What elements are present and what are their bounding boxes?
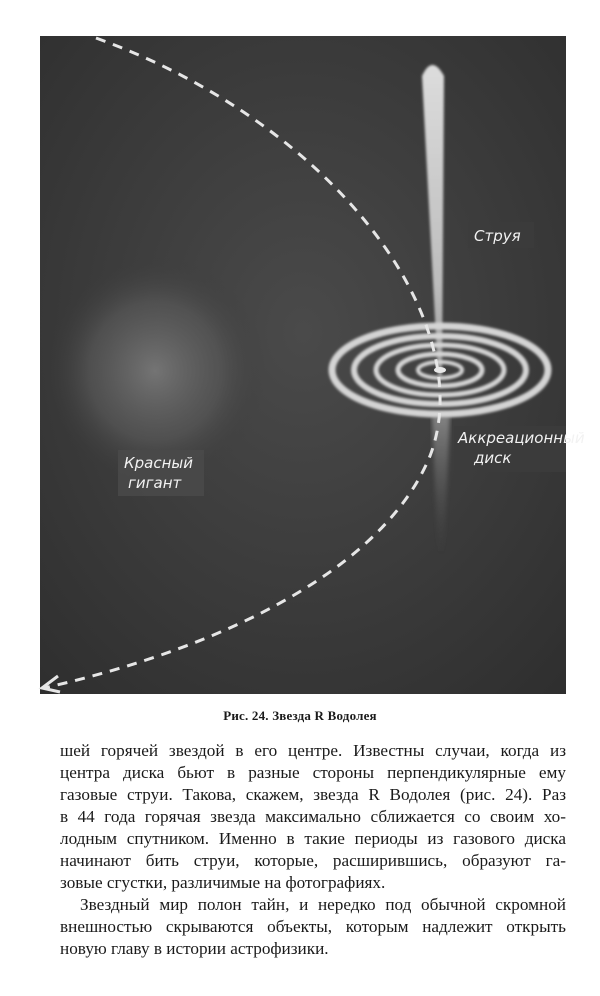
- label-disk: [454, 426, 585, 472]
- text-line: зовые сгустки, различимые на фотографиях.: [60, 873, 386, 892]
- label-disk-line1: Аккреационный: [458, 429, 585, 447]
- figure-illustration: [40, 36, 585, 694]
- label-giant-line2: гигант: [128, 474, 182, 492]
- paragraph-1: [60, 740, 566, 894]
- text-line: газовые струи. Такова, скажем, звезда R Водолея (рис. 24). Раз: [60, 785, 566, 804]
- text-line: в 44 года горячая звезда максимально сближается со своим хо-: [60, 807, 566, 826]
- label-giant: [118, 450, 204, 496]
- label-giant-line1: Красный: [124, 454, 194, 472]
- text-line: новую главу в истории астрофизики.: [60, 939, 329, 958]
- paragraph-2: [60, 894, 566, 960]
- text-line: внешностью скрываются объекты, которым надлежит открыть: [60, 917, 566, 936]
- hot-star: [434, 367, 446, 373]
- text-line: лодным спутником. Именно в такие периоды из газового диска: [60, 829, 566, 848]
- body-text: [60, 740, 566, 960]
- text-line: шей горячей звездой в его центре. Известны случаи, когда из: [60, 741, 566, 760]
- figure-caption: Рис. 24. Звезда R Водолея: [223, 708, 377, 723]
- text-line: центра диска бьют в разные стороны перпендикулярные ему: [60, 763, 566, 782]
- label-jet-text: Струя: [474, 227, 521, 245]
- text-line: Звездный мир полон тайн, и нередко под обычной скромной: [80, 895, 566, 914]
- label-disk-line2: диск: [474, 449, 512, 467]
- text-line: начинают бить струи, которые, расширившись, образуют га-: [60, 851, 566, 870]
- label-jet: [468, 222, 534, 248]
- figure-svg: [40, 36, 585, 694]
